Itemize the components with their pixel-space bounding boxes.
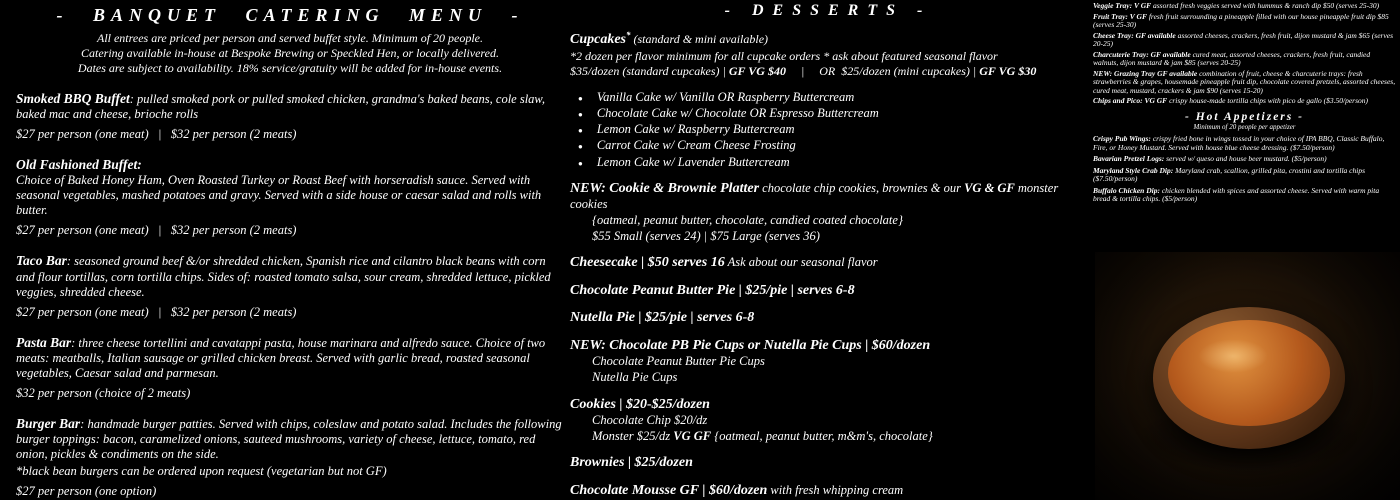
photo-vignette	[1095, 252, 1400, 500]
cupcakes-heading: Cupcakes	[570, 32, 626, 48]
cupcake-flavor-label: Carrot Cake w/ Cream Cheese Frosting	[596, 138, 796, 153]
appetizer-entry-pretzel-logs	[1093, 155, 1396, 164]
appetizer-entry-wings	[1093, 135, 1396, 152]
pie-cups-heading: NEW: Chocolate PB Pie Cups or Nutella Pie Cups | $60/dozen	[570, 337, 931, 353]
item-name: Taco Bar	[16, 253, 67, 269]
appetizer-entry-crab-dip	[1093, 167, 1396, 184]
tray-entry-chips-pico	[1093, 97, 1396, 106]
banquet-column	[16, 5, 564, 499]
cupcakes-section	[570, 30, 1086, 79]
cupcakes-footnote-mark: *	[626, 30, 631, 40]
vg-gf-tag: VG GF	[673, 428, 712, 443]
cookie-brownie-platter-section	[570, 180, 1086, 244]
mousse-line	[570, 482, 1086, 500]
item-name: Old Fashioned Buffet:	[16, 157, 142, 173]
cupcake-flavor-label: Vanilla Cake w/ Vanilla OR Raspberry Buttercream	[596, 89, 855, 104]
bullet-icon: ●	[578, 158, 583, 168]
cupcake-flavor-item	[570, 154, 1086, 170]
item-price: $27 per person (one option)	[16, 483, 157, 498]
cupcakes-note: *2 dozen per flavor minimum for all cupcake orders * ask about featured seasonal flavor	[570, 48, 998, 63]
appetizer-label: Bavarian Pretzel Logs:	[1093, 154, 1165, 164]
cupcake-flavor-item	[570, 105, 1086, 121]
platter-heading: NEW: Cookie & Brownie Platter	[570, 180, 760, 196]
cupcake-flavor-item	[570, 89, 1086, 105]
cupcakes-price-standard: $40	[764, 63, 786, 78]
appetizer-desc: chicken blended with spices and assorted cheese. Served with warm pita bread & tortilla chips. ($5/person)	[1093, 185, 1380, 204]
tray-label: Veggie Tray: V GF	[1093, 2, 1152, 10]
pb-pie-section	[570, 282, 1086, 300]
gf-vg-tag: GF VG	[728, 63, 765, 78]
banquet-menu-title: - BANQUET CATERING MENU -	[56, 5, 524, 25]
cookies-section	[570, 396, 1086, 445]
cheesecake-heading: Cheesecake | $50 serves 16	[570, 255, 725, 271]
nutella-pie-section	[570, 309, 1086, 327]
mousse-note: with fresh whipping cream	[767, 482, 904, 497]
gf-vg-tag-2: GF VG	[979, 63, 1016, 78]
tray-entry-fruit	[1093, 13, 1396, 30]
item-price: $27 per person (one meat) | $32 per person (2 meats)	[16, 304, 297, 319]
appetizer-label: Buffalo Chicken Dip:	[1093, 185, 1160, 195]
tray-label: Chips and Pico: VG GF	[1093, 96, 1168, 106]
menu-item-old-fashioned-buffet	[16, 157, 564, 238]
tray-label: Fruit Tray: V GF	[1093, 11, 1147, 21]
tray-desc: crispy house-made tortilla chips with pico de gallo ($3.50/person)	[1167, 96, 1368, 106]
intro-line-2: Catering available in-house at Bespoke Brewing or Speckled Hen, or locally delivered.	[80, 46, 499, 60]
item-footnote: *black bean burgers can be ordered upon request (vegetarian but not GF)	[16, 463, 387, 478]
cupcakes-price-text: $35/dozen (standard cupcakes) |	[570, 63, 729, 78]
item-description	[16, 253, 564, 299]
appetizer-desc: crispy fried bone in wings tossed in your choice of IPA BBQ, Classic Buffalo, Fire, or Honey Mustard. Served with house blue cheese dressing. ($7.50/person)	[1093, 134, 1385, 152]
cupcakes-price-text-2: | OR $25/dozen (mini cupcakes) |	[785, 63, 980, 78]
cookies-heading: Cookies | $20-$25/dozen	[570, 396, 710, 412]
hot-appetizers-title: - Hot Appetizers -	[1185, 111, 1304, 124]
cupcake-flavor-label: Lemon Cake w/ Lavender Buttercream	[596, 154, 790, 169]
cupcakes-availability: (standard & mini available)	[630, 32, 769, 47]
tray-desc: assorted fresh veggies served with hummus & ranch dip $50 (serves 25-30)	[1151, 2, 1380, 10]
cupcake-flavors-list	[570, 89, 1086, 170]
tray-entry-grazing	[1093, 70, 1396, 96]
platter-heading-line	[570, 180, 1086, 213]
desserts-title: - DESSERTS -	[724, 2, 932, 19]
tray-entry-cheese	[1093, 32, 1396, 49]
appetizer-entry-buffalo-chicken-dip	[1093, 187, 1396, 204]
tray-label: Cheese Tray: GF available	[1093, 30, 1176, 40]
bullet-icon: ●	[578, 142, 583, 152]
platter-pricing: $55 Small (serves 24) | $75 Large (serves 36)	[592, 228, 820, 243]
intro-text	[16, 31, 564, 76]
tray-entry-charcuterie	[1093, 51, 1396, 68]
cupcake-flavor-item	[570, 121, 1086, 137]
intro-line-1: All entrees are priced per person and served buffet style. Minimum of 20 people.	[96, 31, 484, 45]
cheesecake-note: Ask about our seasonal flavor	[724, 255, 878, 270]
mousse-heading: Chocolate Mousse GF | $60/dozen	[570, 482, 768, 498]
item-name: Burger Bar	[16, 415, 81, 431]
appetizer-label: Maryland Style Crab Dip:	[1093, 165, 1174, 175]
bullet-icon: ●	[578, 126, 583, 136]
item-price: $32 per person (choice of 2 meats)	[16, 385, 191, 400]
item-desc: : three cheese tortellini and cavatappi pasta, house marinara and alfredo sauce. Choice of two meats: meatballs, Italian sausage or grilled chicken breast. Served with garlic bread, roasted seasonal vegetables, Caesar salad and parmesan.	[16, 335, 546, 380]
item-name: Pasta Bar	[16, 334, 72, 350]
pie-cups-option-1: Chocolate Peanut Butter Pie Cups	[592, 354, 765, 369]
tray-desc: cured meat, assorted cheeses, crackers, fresh fruit, candied walnuts, dijon mustard & jam $85 (serves 20-25)	[1093, 49, 1371, 68]
cupcakes-price-mini: $30	[1015, 63, 1037, 78]
cupcake-flavor-label: Chocolate Cake w/ Chocolate OR Espresso Buttercream	[596, 105, 879, 120]
brownies-heading: Brownies | $25/dozen	[570, 455, 693, 471]
platter-flavors: {oatmeal, peanut butter, chocolate, candied coated chocolate}	[592, 213, 903, 228]
item-description	[16, 416, 564, 462]
trays-column	[1093, 2, 1396, 251]
cookies-monster-flavors: {oatmeal, peanut butter, m&m's, chocolate}	[711, 428, 933, 443]
vg-gf-tag: VG & GF	[964, 180, 1015, 195]
dip-photo	[1095, 252, 1400, 500]
tray-label: NEW: Grazing Tray GF available	[1093, 68, 1198, 78]
menu-item-smoked-bbq-buffet	[16, 91, 564, 142]
item-description	[16, 91, 564, 122]
tray-desc: fresh fruit surrounding a pineapple filled with our house pineapple fruit dip $85 (serves 25-30)	[1093, 11, 1389, 30]
item-price: $27 per person (one meat) | $32 per person (2 meats)	[16, 127, 297, 142]
appetizer-label: Crispy Pub Wings:	[1093, 134, 1151, 144]
cookies-monster-text: Monster $25/dz	[592, 428, 674, 443]
tray-entry-veggie	[1093, 2, 1396, 11]
item-price: $27 per person (one meat) | $32 per person (2 meats)	[16, 223, 297, 238]
intro-line-3: Dates are subject to availability. 18% service/gratuity will be added for in-house events.	[77, 61, 503, 75]
bullet-icon: ●	[578, 93, 583, 103]
bullet-icon: ●	[578, 109, 583, 119]
platter-desc: chocolate chip cookies, brownies & our	[759, 180, 965, 195]
item-description	[16, 335, 564, 381]
cheesecake-line	[570, 254, 1086, 272]
pie-cups-section	[570, 337, 1086, 386]
cupcake-flavor-label: Lemon Cake w/ Raspberry Buttercream	[596, 122, 795, 137]
menu-item-pasta-bar	[16, 335, 564, 401]
item-description: Choice of Baked Honey Ham, Oven Roasted Turkey or Roast Beef with horseradish sauce. Served with seasonal vegetables, mashed potatoes and gravy. Served with a side house or caesar salad and rolls with butter.	[16, 173, 542, 218]
tray-desc: assorted cheeses, crackers, fresh fruit, dijon mustard & jam $65 (serves 20-25)	[1093, 30, 1394, 49]
platter-desc-2: monster cookies	[570, 180, 1059, 212]
menu-item-taco-bar	[16, 253, 564, 319]
item-desc: : seasoned ground beef &/or shredded chicken, Spanish rice and cilantro black beans with corn and flour tortillas, corn tortilla chips. Sides of: roasted tomato salsa, sour cream, shredded lettuce, pickled veggies, shredded cheese.	[16, 254, 551, 299]
cupcakes-heading-line	[570, 30, 1086, 49]
nutella-pie-heading: Nutella Pie | $25/pie | serves 6-8	[570, 310, 755, 326]
item-desc: : pulled smoked pork or pulled smoked chicken, grandma's baked beans, cole slaw, baked mac and cheese, brioche rolls	[16, 92, 545, 122]
item-desc: : handmade burger patties. Served with chips, coleslaw and potato salad. Includes the following burger toppings: bacon, caramelized onions, sauteed mushrooms, variety of cheese, lettuce, tomato, red onion, pickles & condiments on the side.	[16, 416, 562, 461]
menu-item-burger-bar	[16, 416, 564, 499]
desserts-column	[570, 2, 1086, 499]
mousse-section	[570, 482, 1086, 500]
appetizer-desc: Maryland crab, scallion, grilled pita, crostini and tortilla chips ($7.50/person)	[1093, 165, 1366, 184]
brownies-section	[570, 454, 1086, 472]
cheesecake-section	[570, 254, 1086, 272]
cookies-option-1: Chocolate Chip $20/dz	[592, 413, 708, 428]
pie-cups-option-2: Nutella Pie Cups	[592, 369, 678, 384]
tray-label: Charcuterie Tray: GF available	[1093, 49, 1191, 59]
appetizer-desc: served w/ queso and house beer mustard. ($5/person)	[1164, 154, 1327, 164]
cupcake-flavor-item	[570, 137, 1086, 153]
cookies-option-2	[570, 429, 1086, 445]
tray-desc: combination of fruit, cheese & charcuterie trays: fresh strawberries & grapes, housemade pineapple fruit dip, chocolate covered pretzels, assorted cheeses, cured meat, mustard, crackers & jam $90 (serves 15-20)	[1093, 68, 1396, 95]
hot-appetizers-subtitle: Minimum of 20 people per appetizer	[1193, 123, 1296, 132]
cupcakes-pricing	[570, 64, 1086, 79]
item-name: Smoked BBQ Buffet	[16, 91, 130, 106]
pb-pie-heading: Chocolate Peanut Butter Pie | $25/pie | serves 6-8	[570, 282, 855, 298]
